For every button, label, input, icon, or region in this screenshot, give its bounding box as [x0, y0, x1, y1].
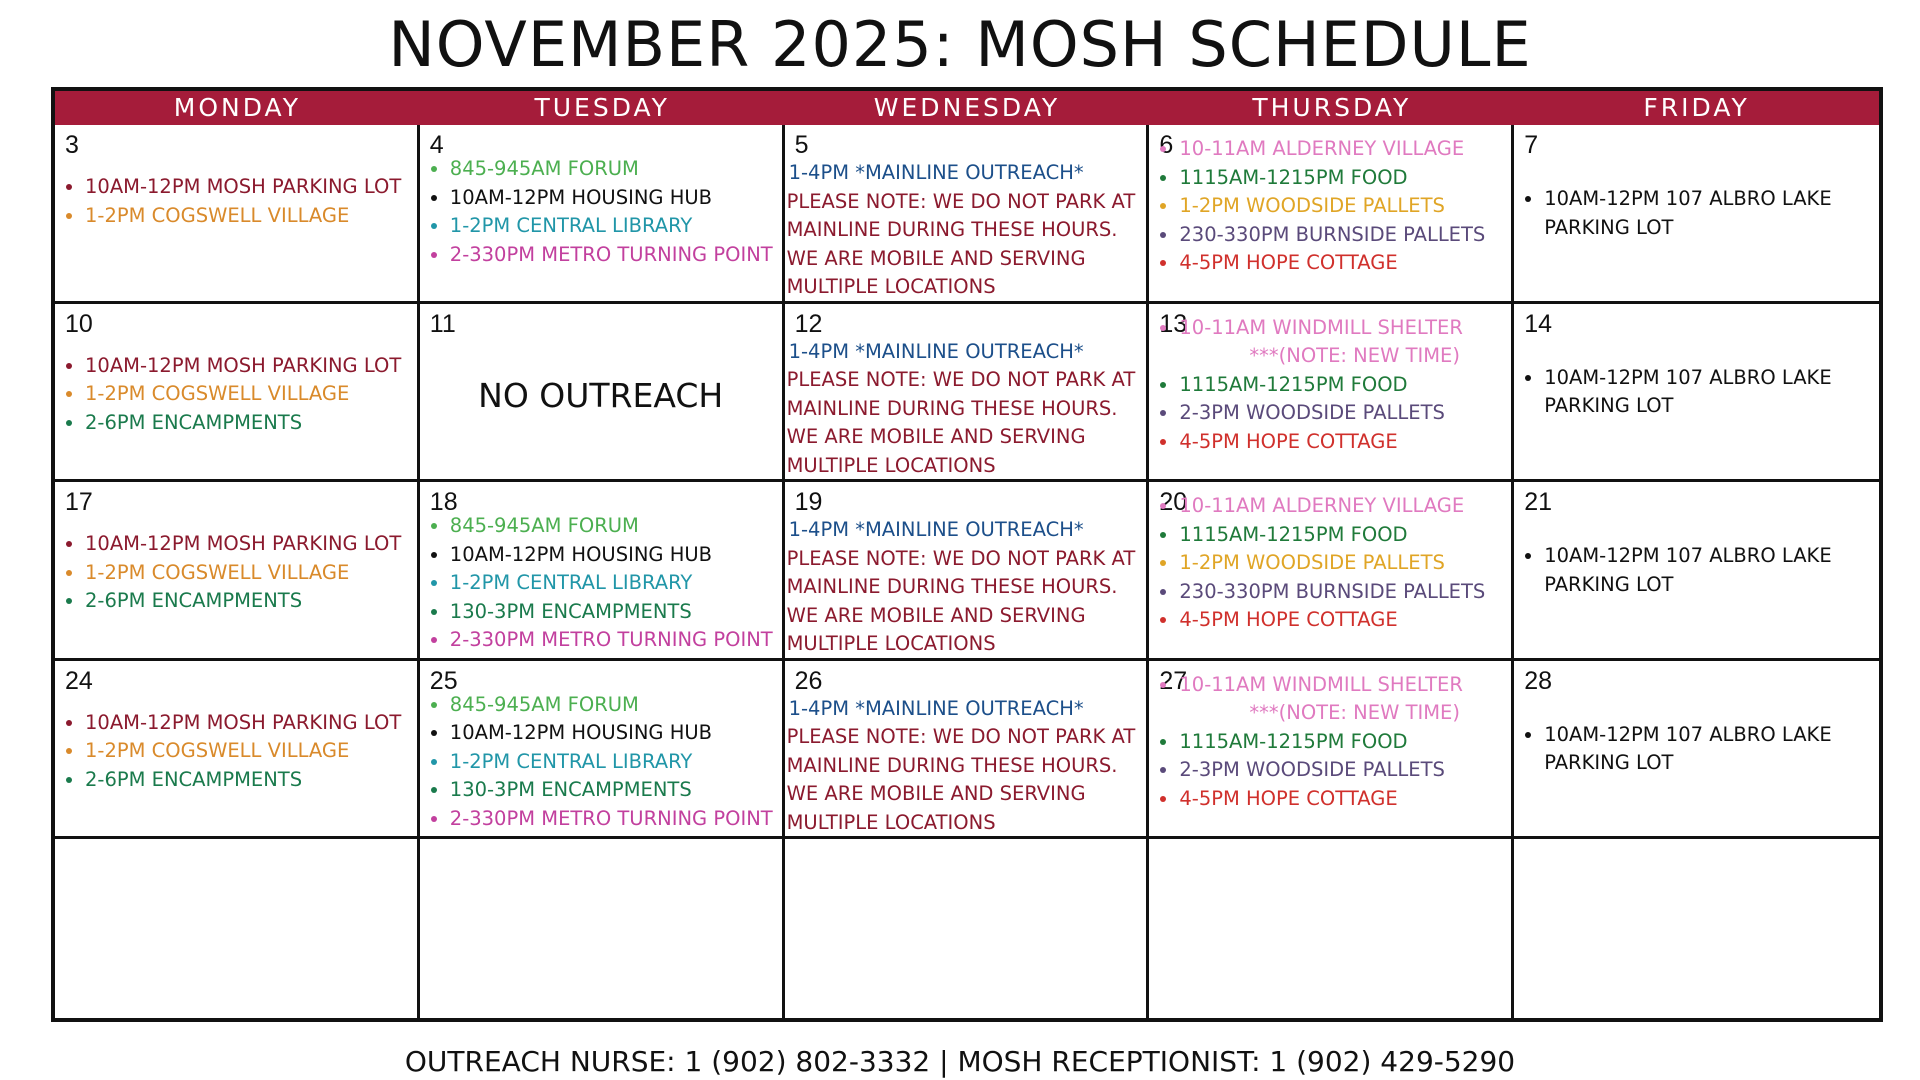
mainline-outreach-title: 1-4PM *MAINLINE OUTREACH*	[788, 161, 1084, 184]
calendar-cell-thu	[1149, 839, 1514, 1018]
calendar-cell-tue	[420, 839, 785, 1018]
calendar-cell-fri	[1514, 482, 1879, 661]
event-list	[65, 530, 415, 616]
event-item: • 10AM-12PM MOSH PARKING LOT	[85, 530, 415, 559]
event-list	[1159, 135, 1509, 278]
event-item: • 2-6PM ENCAMPMENTS	[85, 409, 415, 438]
calendar-cell-mon	[55, 304, 420, 483]
day-number: 4	[429, 131, 444, 159]
calendar-cell-thu	[1149, 304, 1514, 483]
day-number: 19	[794, 488, 823, 517]
calendar-cell-wed	[785, 482, 1150, 661]
event-item: • 10AM-12PM HOUSING HUB	[450, 184, 780, 213]
mainline-outreach-title: 1-4PM *MAINLINE OUTREACH*	[788, 339, 1084, 363]
event-item: • 10-11AM WINDMILL SHELTER	[1179, 671, 1509, 700]
day-number: 7	[1524, 131, 1539, 159]
event-item: • 130-3PM ENCAMPMENTS	[450, 776, 780, 805]
event-item: • 10AM-12PM 107 ALBRO LAKE PARKING LOT	[1544, 542, 1877, 599]
day-number: 11	[429, 309, 456, 338]
day-number: 28	[1524, 666, 1552, 695]
event-item: • 130-3PM ENCAMPMENTS	[450, 598, 780, 627]
event-list	[430, 155, 780, 269]
day-header-tue: TUESDAY	[420, 91, 785, 125]
event-item: • 2-3PM WOODSIDE PALLETS	[1179, 756, 1509, 785]
day-number: 6	[1159, 131, 1174, 159]
mainline-parking-notice: PLEASE NOTE: WE DO NOT PARK AT MAINLINE DURING THESE HOURS. WE ARE MOBILE AND SERVING MULTIPLE LOCATIONS	[786, 368, 1136, 477]
event-item: • 2-6PM ENCAMPMENTS	[85, 587, 415, 616]
mainline-parking-notice: PLEASE NOTE: WE DO NOT PARK AT MAINLINE DURING THESE HOURS. WE ARE MOBILE AND SERVING MULTIPLE LOCATIONS	[786, 189, 1136, 298]
calendar-cell-thu	[1149, 482, 1514, 661]
event-item: • 1115AM-1215PM FOOD	[1179, 728, 1509, 757]
calendar-cell-wed	[785, 304, 1150, 483]
event-item: • 230-330PM BURNSIDE PALLETS	[1179, 578, 1509, 607]
event-item: • 2-6PM ENCAMPMENTS	[85, 766, 415, 795]
day-number: 24	[65, 666, 93, 695]
day-number: 3	[65, 131, 79, 159]
event-item: • 10AM-12PM MOSH PARKING LOT	[85, 173, 415, 202]
mainline-note	[787, 516, 1145, 659]
calendar-cell-wed	[785, 661, 1150, 840]
event-list	[1159, 492, 1509, 635]
day-number: 21	[1524, 488, 1552, 517]
event-item: • 1115AM-1215PM FOOD	[1179, 371, 1509, 400]
event-item: • 1-2PM WOODSIDE PALLETS	[1179, 192, 1509, 221]
calendar-cell-fri	[1514, 839, 1879, 1018]
calendar-cell-fri	[1514, 304, 1879, 483]
event-list	[65, 709, 415, 795]
event-item: • 2-330PM METRO TURNING POINT	[450, 805, 780, 834]
day-number: 13	[1159, 309, 1188, 338]
day-number: 26	[794, 666, 823, 695]
calendar-cell-thu	[1149, 125, 1514, 304]
calendar-cell-wed	[785, 839, 1150, 1018]
calendar-cell-fri	[1514, 125, 1879, 304]
event-item: • 4-5PM HOPE COTTAGE	[1179, 249, 1509, 278]
event-item: • 10AM-12PM MOSH PARKING LOT	[85, 352, 415, 381]
day-header-thu: THURSDAY	[1149, 91, 1514, 125]
event-item: • 10-11AM ALDERNEY VILLAGE	[1179, 492, 1509, 521]
event-item: • 1-2PM WOODSIDE PALLETS	[1179, 549, 1509, 578]
mainline-outreach-title: 1-4PM *MAINLINE OUTREACH*	[788, 518, 1084, 542]
event-item: • 1-2PM COGSWELL VILLAGE	[85, 737, 415, 766]
calendar-cell-mon	[55, 482, 420, 661]
mainline-note	[787, 159, 1145, 302]
event-list	[430, 512, 780, 655]
event-item: • 1-2PM CENTRAL LIBRARY	[450, 748, 780, 777]
event-item: ***(NOTE: NEW TIME)	[1249, 701, 1460, 725]
footer-contacts: OUTREACH NURSE: 1 (902) 802-3332 | MOSH RECEPTIONIST: 1 (902) 429-5290	[404, 1045, 1516, 1078]
calendar-cell-tue	[420, 125, 785, 304]
event-list	[1159, 671, 1509, 814]
calendar-cell-thu	[1149, 661, 1514, 840]
event-item: • 4-5PM HOPE COTTAGE	[1179, 606, 1509, 635]
event-item: • 2-3PM WOODSIDE PALLETS	[1179, 399, 1509, 428]
calendar-cell-mon	[55, 661, 420, 840]
mainline-parking-notice: PLEASE NOTE: WE DO NOT PARK AT MAINLINE DURING THESE HOURS. WE ARE MOBILE AND SERVING MULTIPLE LOCATIONS	[786, 725, 1136, 834]
event-item: • 4-5PM HOPE COTTAGE	[1179, 428, 1509, 457]
event-list	[1524, 185, 1877, 242]
event-list	[1524, 364, 1877, 421]
event-list	[1524, 721, 1877, 778]
no-outreach-label: NO OUTREACH	[478, 375, 724, 415]
event-list	[1159, 314, 1509, 457]
event-list	[430, 691, 780, 834]
event-item: ***(NOTE: NEW TIME)	[1249, 344, 1460, 368]
event-list	[1524, 542, 1877, 599]
event-item: • 230-330PM BURNSIDE PALLETS	[1179, 221, 1509, 250]
day-number: 17	[65, 488, 93, 517]
calendar-grid	[51, 87, 1883, 1022]
event-item: • 4-5PM HOPE COTTAGE	[1179, 785, 1509, 814]
day-number: 18	[429, 488, 458, 517]
event-item: • 1-2PM CENTRAL LIBRARY	[450, 212, 780, 241]
mainline-outreach-title: 1-4PM *MAINLINE OUTREACH*	[788, 696, 1084, 720]
calendar-cell-fri	[1514, 661, 1879, 840]
day-number: 12	[794, 309, 823, 338]
day-header-fri: FRIDAY	[1514, 91, 1879, 125]
day-number: 25	[429, 666, 458, 695]
event-item: • 10AM-12PM 107 ALBRO LAKE PARKING LOT	[1544, 364, 1877, 421]
calendar-cell-mon	[55, 839, 420, 1018]
event-item: • 2-330PM METRO TURNING POINT	[450, 241, 780, 270]
event-item: • 1-2PM COGSWELL VILLAGE	[85, 559, 415, 588]
day-header-mon: MONDAY	[55, 91, 420, 125]
event-item: • 845-945AM FORUM	[450, 691, 780, 720]
event-item: • 1115AM-1215PM FOOD	[1179, 521, 1509, 550]
calendar-cell-mon	[55, 125, 420, 304]
event-item: • 2-330PM METRO TURNING POINT	[450, 626, 780, 655]
day-number: 10	[65, 309, 93, 338]
day-header-wed: WEDNESDAY	[785, 91, 1150, 125]
day-number: 20	[1159, 488, 1188, 517]
event-item: • 1-2PM CENTRAL LIBRARY	[450, 569, 780, 598]
event-item: • 10AM-12PM HOUSING HUB	[450, 541, 780, 570]
page-title: NOVEMBER 2025: MOSH SCHEDULE	[388, 8, 1532, 81]
event-list	[65, 352, 415, 438]
calendar-cell-wed	[785, 125, 1150, 304]
mainline-note	[787, 338, 1145, 481]
day-number: 27	[1159, 666, 1188, 695]
event-item: • 1115AM-1215PM FOOD	[1179, 164, 1509, 193]
calendar-cell-tue	[420, 482, 785, 661]
day-number: 14	[1524, 309, 1552, 338]
event-item: • 10AM-12PM HOUSING HUB	[450, 719, 780, 748]
day-number: 5	[794, 131, 809, 159]
event-item: • 10AM-12PM MOSH PARKING LOT	[85, 709, 415, 738]
event-item: • 1-2PM COGSWELL VILLAGE	[85, 202, 415, 231]
mainline-parking-notice: PLEASE NOTE: WE DO NOT PARK AT MAINLINE DURING THESE HOURS. WE ARE MOBILE AND SERVING MULTIPLE LOCATIONS	[786, 546, 1136, 656]
calendar-cell-tue	[420, 304, 785, 483]
mainline-note	[787, 695, 1145, 838]
event-item: • 845-945AM FORUM	[450, 512, 780, 541]
event-item: • 10AM-12PM 107 ALBRO LAKE PARKING LOT	[1544, 721, 1877, 778]
calendar-cell-tue	[420, 661, 785, 840]
event-list	[65, 173, 415, 230]
event-item: • 10-11AM WINDMILL SHELTER	[1179, 314, 1509, 343]
event-item: • 10AM-12PM 107 ALBRO LAKE PARKING LOT	[1544, 185, 1877, 242]
event-item: • 1-2PM COGSWELL VILLAGE	[85, 380, 415, 409]
event-item: • 10-11AM ALDERNEY VILLAGE	[1179, 135, 1509, 164]
event-item: • 845-945AM FORUM	[450, 155, 780, 184]
